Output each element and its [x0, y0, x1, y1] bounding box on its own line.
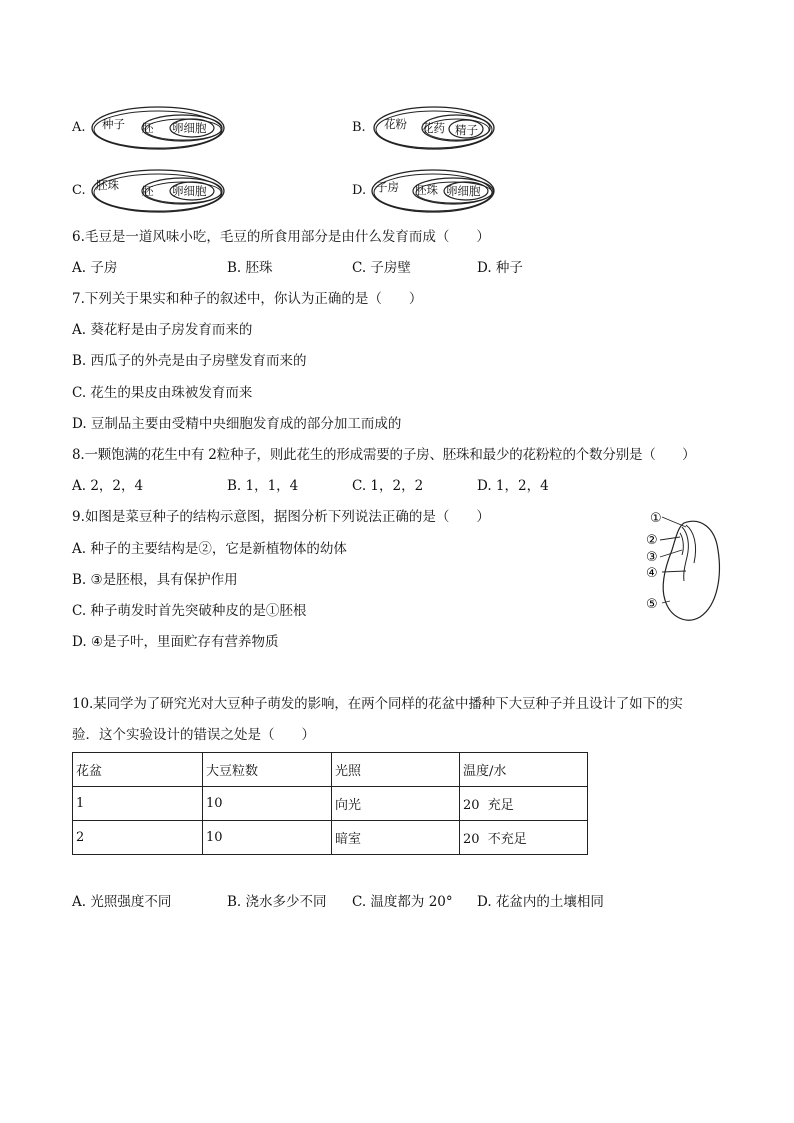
- seed-label-1: ①: [650, 511, 662, 526]
- q6-option-a[interactable]: A. 子房: [72, 260, 118, 276]
- table-row: [73, 787, 588, 821]
- q6-option-c[interactable]: C. 子房壁: [352, 260, 411, 276]
- middle-label: 胚: [142, 121, 154, 135]
- bean-seed-structure-diagram: [640, 505, 730, 625]
- experiment-table: [72, 752, 588, 855]
- table-cell: 向光: [332, 787, 460, 821]
- middle-label: 胚珠: [415, 183, 438, 197]
- table-cell: 20 不充足: [460, 821, 588, 855]
- question-8-stem: 8.一颗饱满的花生中有 2粒种子，则此花生的形成需要的子房、胚珠和最少的花粉粒的个数分别是（ ）: [72, 447, 696, 463]
- table-row: [73, 821, 588, 855]
- outer-label: 花粉: [384, 117, 407, 131]
- q6-option-b[interactable]: B. 胚珠: [227, 260, 273, 276]
- inner-label: 卵细胞: [172, 184, 207, 198]
- q10-option-b[interactable]: B. 浇水多少不同: [227, 894, 327, 910]
- q10-option-a[interactable]: A. 光照强度不同: [72, 894, 172, 910]
- q7-option-d[interactable]: D. 豆制品主要由受精中央细胞发育成的部分加工而成的: [72, 416, 402, 432]
- q9-option-d[interactable]: D. ④是子叶，里面贮存有营养物质: [72, 634, 279, 650]
- q8-option-a[interactable]: A. 2，2，4: [72, 478, 144, 494]
- inner-label: 卵细胞: [172, 121, 207, 135]
- seed-label-3: ③: [646, 550, 658, 565]
- middle-label: 花药: [422, 121, 445, 135]
- seed-label-5: ⑤: [646, 597, 658, 612]
- question-10-stem-line2: 验．这个实验设计的错误之处是（ ）: [72, 727, 315, 743]
- table-header-cell: 大豆粒数: [203, 753, 332, 787]
- q9-option-b[interactable]: B. ③是胚根，具有保护作用: [72, 572, 238, 588]
- q10-option-d[interactable]: D. 花盆内的土壤相同: [477, 894, 604, 910]
- q6-option-d[interactable]: D. 种子: [477, 260, 523, 276]
- option-letter: D.: [352, 183, 367, 198]
- inner-label: 卵细胞: [446, 184, 481, 198]
- table-cell: 1: [73, 787, 203, 821]
- nested-ellipse-diagram: [90, 104, 230, 152]
- outer-label: 种子: [102, 117, 125, 131]
- q9-option-c[interactable]: C. 种子萌发时首先突破种皮的是①胚根: [72, 603, 307, 619]
- q10-option-c[interactable]: C. 温度都为 20°: [352, 894, 453, 910]
- q8-option-d[interactable]: D. 1，2，4: [477, 478, 549, 494]
- question-9-stem: 9.如图是菜豆种子的结构示意图，据图分析下列说法正确的是（ ）: [72, 509, 490, 525]
- table-cell: 10: [203, 787, 332, 821]
- q7-option-b[interactable]: B. 西瓜子的外壳是由子房壁发育而来的: [72, 353, 307, 369]
- table-cell: 暗室: [332, 821, 460, 855]
- outer-label: 子房: [376, 180, 399, 194]
- seed-label-2: ②: [646, 533, 658, 548]
- table-header-cell: 花盆: [73, 753, 203, 787]
- table-cell: 10: [203, 821, 332, 855]
- nested-ellipse-diagram: [90, 167, 230, 215]
- middle-label: 胚: [142, 184, 154, 198]
- option-letter: B.: [352, 120, 366, 135]
- inner-label: 精子: [455, 123, 478, 137]
- nested-ellipse-diagram: [372, 104, 498, 152]
- question-10-stem-line1: 10.某同学为了研究光对大豆种子萌发的影响，在两个同样的花盆中播种下大豆种子并且设计了如下的实: [72, 696, 683, 712]
- q8-option-c[interactable]: C. 1，2，2: [352, 478, 424, 494]
- table-header-row: [73, 753, 588, 787]
- question-7-stem: 7.下列关于果实和种子的叙述中，你认为正确的是（ ）: [72, 291, 423, 307]
- option-letter: A.: [72, 120, 86, 135]
- q7-option-a[interactable]: A. 葵花籽是由子房发育而来的: [72, 322, 253, 338]
- q7-option-c[interactable]: C. 花生的果皮由珠被发育而来: [72, 385, 253, 401]
- table-cell: 20 充足: [460, 787, 588, 821]
- table-header-cell: 温度/水: [460, 753, 588, 787]
- option-letter: C.: [72, 183, 86, 198]
- q8-option-b[interactable]: B. 1，1，4: [227, 478, 299, 494]
- nested-ellipse-diagram: [370, 167, 498, 215]
- q9-option-a[interactable]: A. 种子的主要结构是②，它是新植物体的幼体: [72, 541, 347, 557]
- question-6-stem: 6.毛豆是一道风味小吃，毛豆的所食用部分是由什么发育而成（ ）: [72, 229, 490, 245]
- seed-label-4: ④: [646, 566, 658, 581]
- outer-label: 胚珠: [96, 178, 119, 192]
- table-header-cell: 光照: [332, 753, 460, 787]
- table-cell: 2: [73, 821, 203, 855]
